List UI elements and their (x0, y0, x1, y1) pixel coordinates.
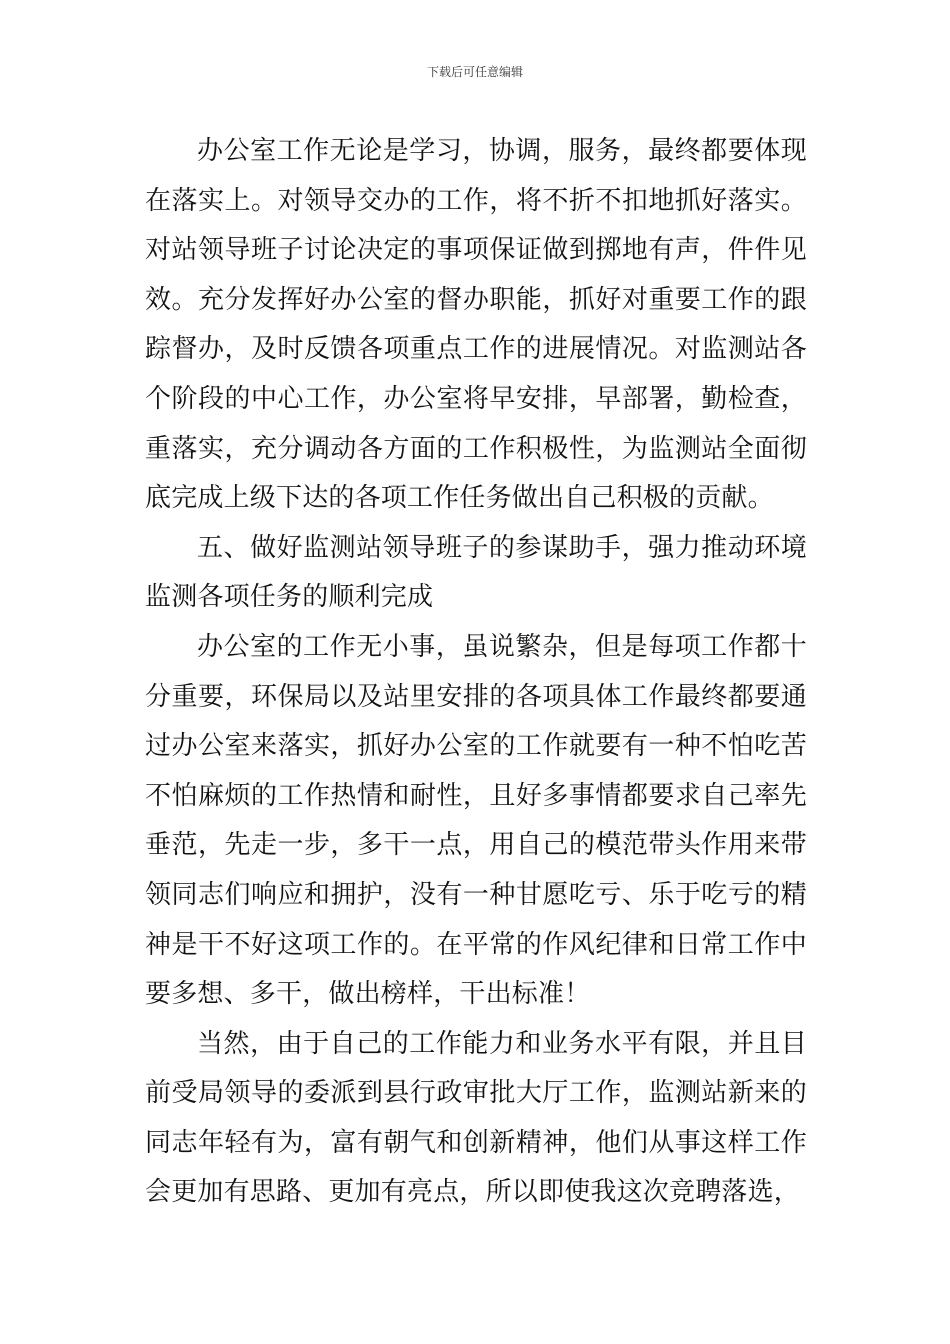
paragraph-office-work: 办公室的工作无小事，虽说繁杂，但是每项工作都十分重要，环保局以及站里安排的各项具体工作最终都要通过办公室来落实，抓好办公室的工作就要有一种不怕吃苦不怕麻烦的工作热情和耐性，且好多事情都要求自己率先垂范，先走一步，多干一点，用自己的模范带头作用来带领同志们响应和拥护，没有一种甘愿吃亏、乐于吃亏的精神是干不好这项工作的。在平常的作风纪律和日常工作中要多想、多干，做出榜样，干出标准！ (145, 631, 807, 1010)
paragraph-implementation: 办公室工作无论是学习，协调，服务，最终都要体现在落实上。对领导交办的工作，将不折不扣地抓好落实。对站领导班子讨论决定的事项保证做到掷地有声，件件见效。充分发挥好办公室的督办职能，抓好对重要工作的跟踪督办，及时反馈各项重点工作的进展情况。对监测站各个阶段的中心工作，办公室将早安排，早部署，勤检查，重落实，充分调动各方面的工作积极性，为监测站全面彻底完成上级下达的各项工作任务做出自己积极的贡献。 (145, 136, 807, 514)
document-body (145, 127, 807, 1218)
page-header-note: 下载后可任意编辑 (426, 65, 523, 79)
paragraph-conclusion: 当然，由于自己的工作能力和业务水平有限，并且目前受局领导的委派到县行政审批大厅工作，监测站新来的同志年轻有为，富有朝气和创新精神，他们从事这样工作会更加有思路、更加有亮点，所以即使我这次竞聘落选， (145, 1028, 807, 1208)
section-heading-five: 五、做好监测站领导班子的参谋助手，强力推动环境监测各项任务的顺利完成 (145, 532, 807, 613)
